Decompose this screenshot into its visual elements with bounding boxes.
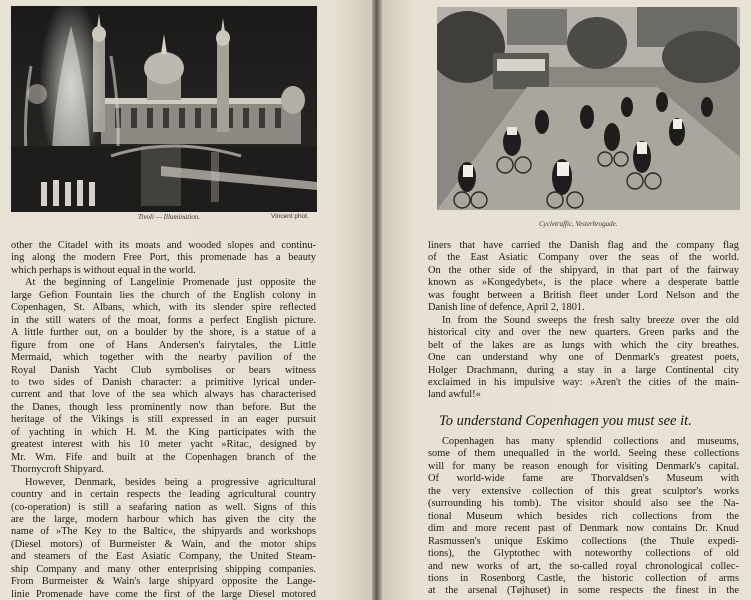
text-line: country and in certain respects the leading agricultural country (11, 489, 316, 501)
text-line: Rasmussen's unique Eskimo collections (the Thule expedi- (428, 535, 739, 547)
text-line: liners that have carried the Danish flag and the company flag (428, 240, 739, 251)
text-line: current and that love of the sea which always has characterised (11, 389, 316, 401)
text-line: (co-operation) is still a seafaring nation as well. Signs of this (11, 501, 316, 513)
text-line: In from the Sound sweeps the fresh salty breeze over the old (442, 314, 739, 326)
text-line: name of »The Key to the Baltic«, the shipyards and workshops (11, 526, 316, 538)
text-line: A little further out, on a boulder by the shore, is a statue of a (11, 327, 316, 339)
text-line: large Gefion Fountain lies the church of the English colony in (11, 289, 316, 301)
cycle-traffic-photo (437, 7, 740, 210)
text-line: the Danes, though less prominently now than before. But the (11, 401, 316, 413)
right-page-body-top (428, 240, 739, 402)
right-page-body-bottom (428, 436, 739, 598)
text-line: land awful!« (428, 389, 481, 401)
text-line: will for many be reason enough for visiting Denmark's capital. (428, 460, 739, 472)
text-line: to two sides of Danish character: a primitive lyrical under- (11, 376, 316, 388)
text-line: tions), the Glyptothec with noteworthy collections of old (428, 548, 739, 560)
text-line: heritage of the Vikings is still expressed in an eager pursuit (11, 414, 316, 426)
text-line: ing along the modern Free Port, this promenade has a beauty (11, 252, 316, 264)
text-line: historical city and over the new quarters. Green parks and the (428, 327, 739, 339)
text-line: dim and more recent past of Denmark now contains Dr. Knud (428, 523, 739, 535)
text-line: Copenhagen has many splendid collections and museums, (442, 436, 739, 447)
text-line: linie Promenade have come the first of the large Diesel motored (11, 588, 316, 600)
text-line: of the East Asiatic Company over the seas of the world. (428, 252, 739, 264)
book-gutter (372, 0, 382, 600)
text-line: figure from one of Hans Andersen's fairytales, the Little (11, 339, 316, 351)
left-page (0, 0, 372, 600)
text-line: One can understand why one of Denmark's greatest poets, (428, 352, 739, 364)
text-line: known as »Kongedybet«, is the place where a desperate battle (428, 277, 739, 289)
photo-caption: Tivoli — Illumination. (138, 213, 201, 221)
text-line: was fought between a British fleet under Lord Nelson and the (428, 289, 739, 301)
text-line: greatest interest with his 10 meter yacht »Ritaᴄ, designed by (11, 439, 316, 451)
text-line: of yachting in which H. M. the King participates with the (11, 426, 316, 438)
text-line: are the large, modern harbour which has given the city the (11, 513, 316, 525)
text-line: the very extensive collection of this great sculptor's works (428, 485, 739, 497)
photo-credit: Vincent phot. (271, 213, 309, 220)
text-line: in the still waters of the moat, forms a perfect English picture. (11, 314, 316, 326)
text-line: Danish line of defence, April 2, 1801. (428, 302, 585, 314)
text-line: Copenhagen, St. Albans, which, with its slender spire reflected (11, 302, 316, 314)
text-line: From Burmeister & Wain's large shipyard opposite the Lange- (11, 576, 316, 588)
text-line: However, Denmark, besides being a progressive agricultural (25, 476, 316, 488)
left-page-body (11, 240, 316, 600)
text-line: On the other side of the shipyard, in that part of the fairway (428, 264, 739, 276)
text-line: Royal Danish Yacht Club symbolises or bears witness (11, 364, 316, 376)
text-line: (Diesel motors) of Burmeister & Wain, and the motor ships (11, 538, 316, 550)
text-line: some of them unequalled in the world. Seeing these collections (428, 448, 739, 460)
text-line: and new works of art, the so-called royal chronological collec- (428, 560, 739, 572)
text-line: tional Museum which besides rich collections from the (428, 510, 739, 522)
text-line: ship Company and many other enterprising shipping companies. (11, 563, 316, 575)
text-line: exclaimed in his impulsive way: »Aren't the cities of the main- (428, 376, 739, 388)
text-line: Mermaid, which together with the nearby pavilion of the (11, 352, 316, 364)
section-heading: To understand Copenhagen you must see it. (439, 413, 692, 429)
text-line: belt of the lakes are as lungs with which the city breathes. (428, 339, 739, 351)
text-line: at the arsenal (Tøjhuset) in some respects the finest in the (428, 585, 739, 597)
text-line: and steamers of the East Asiatic Company, the United Steam- (11, 551, 316, 563)
photo-caption: Cycletraffic, Vesterbrogade. (539, 220, 618, 228)
right-page (382, 0, 751, 600)
tivoli-illumination-photo (11, 6, 317, 212)
text-line: (surrounding his tomb). The visitor should also see the Na- (428, 498, 739, 510)
text-line: Holger Drachmann, during a stay in a large Continental city (428, 364, 739, 376)
text-line: Of world-wide fame are Thorvaldsen's Museum with (428, 473, 739, 485)
text-line: other the Citadel with its moats and wooded slopes and continu- (11, 240, 316, 251)
text-line: Mr. Wm. Fife and built at the Copenhagen branch of the (11, 451, 316, 463)
text-line: At the beginning of Langelinie Promenade just opposite the (25, 277, 316, 289)
text-line: tions in Rosenborg Castle, the historic collection of arms (428, 572, 739, 584)
text-line: which perhaps is without equal in the world. (11, 264, 196, 276)
text-line: Thornycroft Shipyard. (11, 464, 104, 476)
